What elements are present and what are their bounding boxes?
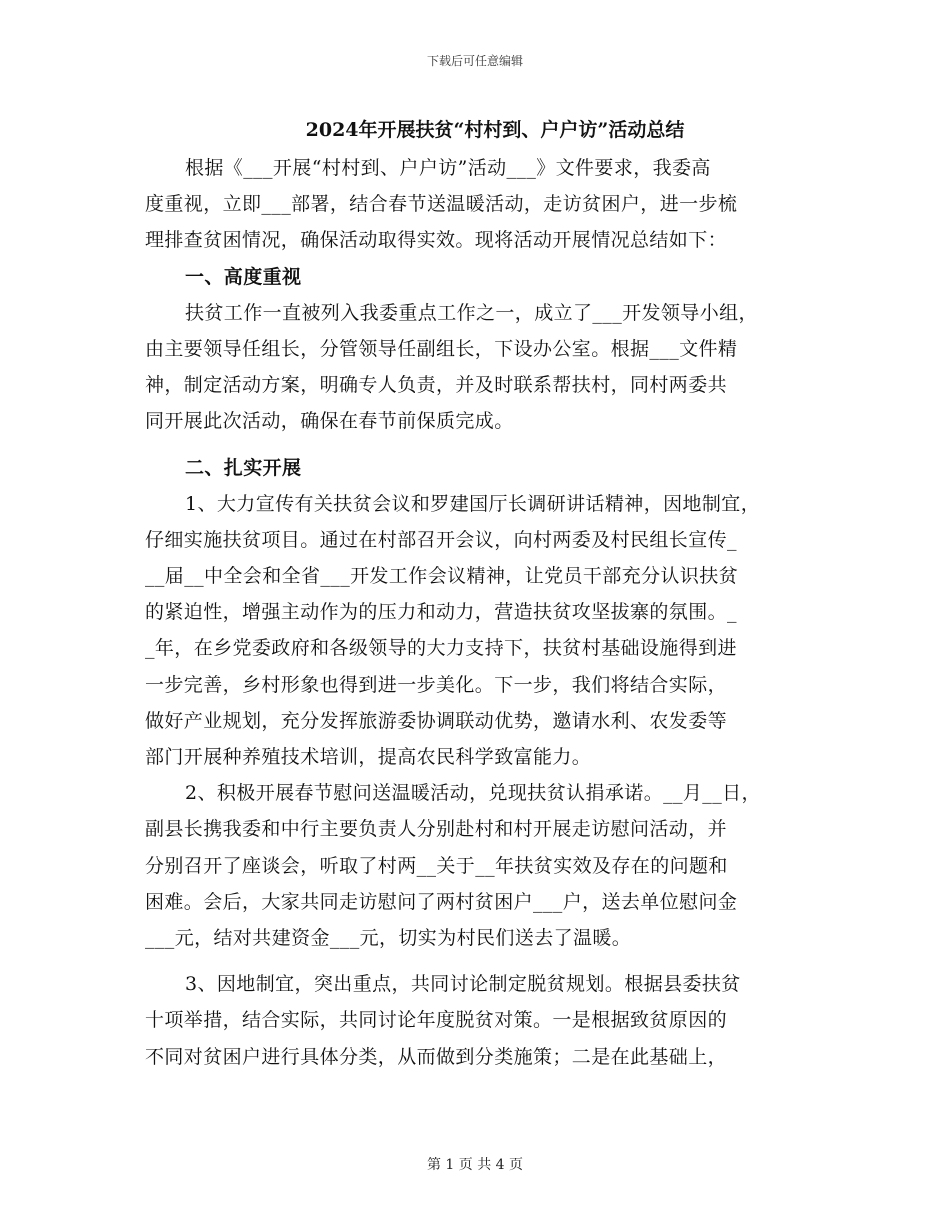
paragraph-line: 仔细实施扶贫项目。通过在村部召开会议，向村两委及村民组长宣传_ <box>145 528 737 551</box>
paragraph-line: 由主要领导任组长，分管领导任副组长，下设办公室。根据___文件精 <box>145 337 738 360</box>
paragraph-line: 分别召开了座谈会，听取了村两__关于__年扶贫实效及存在的问题和 <box>145 854 728 877</box>
header-note: 下载后可任意编辑 <box>426 54 523 68</box>
paragraph-line: 根据《___开展“村村到、户户访”活动___》文件要求，我委高 <box>185 157 711 179</box>
paragraph-line: ___元，结对共建资金___元，切实为村民们送去了温暖。 <box>145 926 632 949</box>
paragraph-line: 2、积极开展春节慰问送温暖活动，兑现扶贫认捐承诺。__月__日， <box>185 782 761 805</box>
page-number-footer: 第 1 页 共 4 页 <box>426 1157 524 1173</box>
paragraph-line: 一步完善，乡村形象也得到进一步美化。下一步，我们将结合实际， <box>145 673 728 696</box>
section1-paragraph <box>145 295 825 440</box>
section-heading: 二、扎实开展 <box>185 456 302 479</box>
paragraph-line: 十项举措，结合实际，共同讨论年度脱贫对策。一是根据致贫原因的 <box>145 1009 728 1032</box>
paragraph-line: 部门开展种养殖技术培训，提高农民科学致富能力。 <box>145 746 592 768</box>
document-title: 2024年开展扶贫“村村到、户户访”活动总结 <box>305 119 685 141</box>
document-body <box>145 110 825 1075</box>
paragraph-line: 副县长携我委和中行主要负责人分别赴村和村开展走访慰问活动，并 <box>145 818 728 841</box>
section2-item1 <box>145 486 825 776</box>
paragraph-line: __届__中全会和全省___开发工作会议精神，让党员干部充分认识扶贫 <box>145 565 739 588</box>
intro-paragraph <box>145 150 825 259</box>
paragraph-line: 困难。会后，大家共同走访慰问了两村贫困户___户，送去单位慰问金 <box>145 890 738 913</box>
paragraph-line: 3、因地制宜，突出重点，共同讨论制定脱贫规划。根据县委扶贫 <box>185 973 741 996</box>
paragraph-line: 神，制定活动方案，明确专人负责，并及时联系帮扶村，同村两委共 <box>145 374 728 397</box>
section-heading: 一、高度重视 <box>185 265 302 288</box>
paragraph-line: 理排查贫困情况，确保活动取得实效。现将活动开展情况总结如下： <box>145 229 728 252</box>
paragraph-line: 度重视，立即___部署，结合春节送温暖活动，走访贫困户，进一步梳 <box>145 193 738 216</box>
paragraph-line: 不同对贫困户进行具体分类，从而做到分类施策；二是在此基础上， <box>145 1045 728 1068</box>
section2-item3 <box>145 966 825 1075</box>
paragraph-line: 1、大力宣传有关扶贫会议和罗建国厅长调研讲话精神，因地制宜， <box>185 492 761 515</box>
paragraph-line: 的紧迫性，增强主动作为的压力和动力，营造扶贫攻坚拔寨的氛围。_ <box>145 601 737 624</box>
paragraph-line: 扶贫工作一直被列入我委重点工作之一，成立了___开发领导小组， <box>185 301 758 324</box>
paragraph-line: 做好产业规划，充分发挥旅游委协调联动优势，邀请水利、农发委等 <box>145 709 728 732</box>
paragraph-line: 同开展此次活动，确保在春节前保质完成。 <box>145 410 514 433</box>
paragraph-line: _年，在乡党委政府和各级领导的大力支持下，扶贫村基础设施得到进 <box>145 637 737 660</box>
section2-item2 <box>145 775 825 956</box>
